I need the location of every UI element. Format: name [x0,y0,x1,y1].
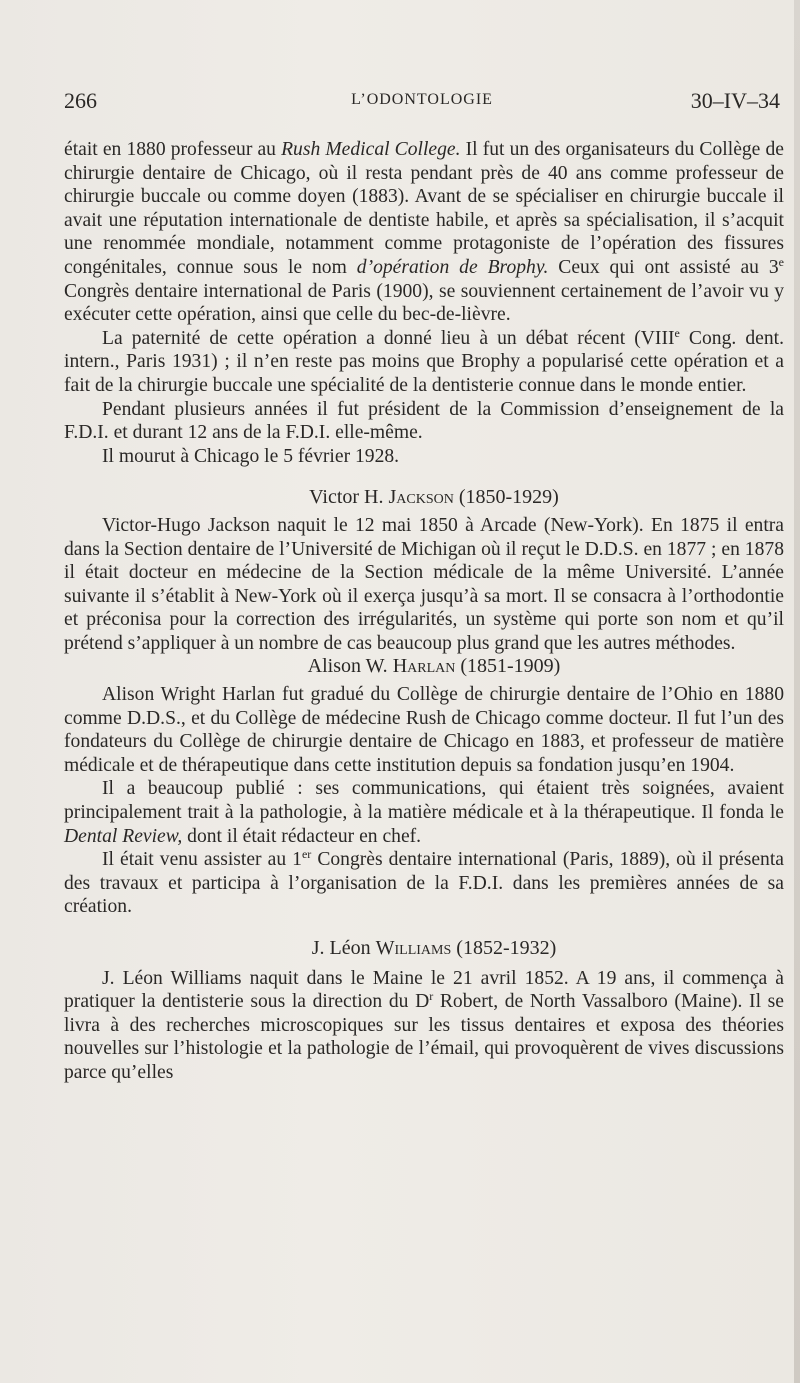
page-number: 266 [64,88,97,113]
running-header [64,88,780,118]
journal-title: L’ODONTOLOGIE [351,91,493,108]
brophy-paragraph-2: La paternité de cette opération a donné lieu à un débat récent (VIIIe Cong. dent. intern., Paris 1931) ; il n’en reste pas moins que Brophy a popularisé cette opération et a fait de la chirurgie buccale une spécialité de la dentisterie connue dans le monde entier. [64,325,784,396]
harlan-paragraph-3: Il était venu assister au 1er Congrès dentaire international (Paris, 1889), où il présenta des travaux et participa à l’organisation de la F.D.I. dans les premières années de sa création. [64,847,784,918]
jackson-paragraph-1: Victor-Hugo Jackson naquit le 12 mai 1850 à Arcade (New-York). En 1875 il entra dans la Section dentaire de l’Université de Michigan où il reçut le D.D.S. en 1877 ; en 1878 il était docteur en médecine de la Section médicale de la même Université. L’année suivante il s’établit à New-York où il exerça jusqu’à sa mort. Il se consacra à l’orthodontie et préconisa pour la correction des irrégularités, un système qui porte son nom et qu’il prétend s’appliquer à un nombre de cas beaucoup plus grand que les autres méthodes. [64,514,784,654]
brophy-paragraph-3: Pendant plusieurs années il fut président de la Commission d’enseignement de la F.D.I. et durant 12 ans de la F.D.I. elle-même. [64,398,784,444]
section-heading-williams: J. Léon Williams (1852-1932) [311,937,557,959]
brophy-paragraph-1: était en 1880 professeur au Rush Medical College. Il fut un des organisateurs du Collège de chirurgie dentaire de Chicago, où il resta pendant près de 40 ans comme professeur de chirurgie buccale ou comme doyen (1883). Avant de se spécialiser en chirurgie buccale il avait une réputation internationale de dentiste habile, et après sa spécialisation, il s’acquit une renommée mondiale, notamment comme protagoniste de l’opération des fissures congénitales, connue sous le nom d’opération de Brophy. Ceux qui ont assisté au 3e Congrès dentaire international de Paris (1900), se souviennent certainement de l’avoir vu y exécuter cette opération, ainsi que celle du bec-de-lièvre. [64,139,784,326]
brophy-paragraph-4: Il mourut à Chicago le 5 février 1928. [102,445,400,467]
page-edge-shadow [794,0,800,1383]
section-heading-jackson: Victor H. Jackson (1850-1929) [309,486,559,509]
williams-paragraph-1: J. Léon Williams naquit dans le Maine le 21 avril 1852. A 19 ans, il commença à pratiquer la dentisterie sous la direction du $D^r$ Robert, de North Vassalboro (Maine). Il se livra à des recherches microscopiques sur les tissus dentaires et exposa des théories nouvelles sur l’histologie et la pathologie de l’émail, qui provoquèrent de vives discussions parce qu’elles [64,967,784,1083]
issue-date: 30–IV–34 [690,88,780,113]
body-text [64,138,784,1085]
harlan-paragraph-2: Il a beaucoup publié : ses communications, qui étaient très soignées, avaient principalement trait à la pathologie, à la matière médicale et à la thérapeutique. Il fonda le Dental Review, dont il était rédacteur en chef. [64,778,784,847]
harlan-paragraph-1: Alison Wright Harlan fut gradué du Collège de chirurgie dentaire de l’Ohio en 1880 comme D.D.S., et du Collège de médecine Rush de Chicago comme docteur. Il fut l’un des fondateurs du Collège de chirurgie dentaire de Chicago en 1883, et professeur de matière médicale et de thérapeutique dans cette institution depuis sa fondation jusqu’en 1904. [64,684,784,776]
section-heading-harlan: Alison W. Harlan (1851-1909) [307,655,561,678]
